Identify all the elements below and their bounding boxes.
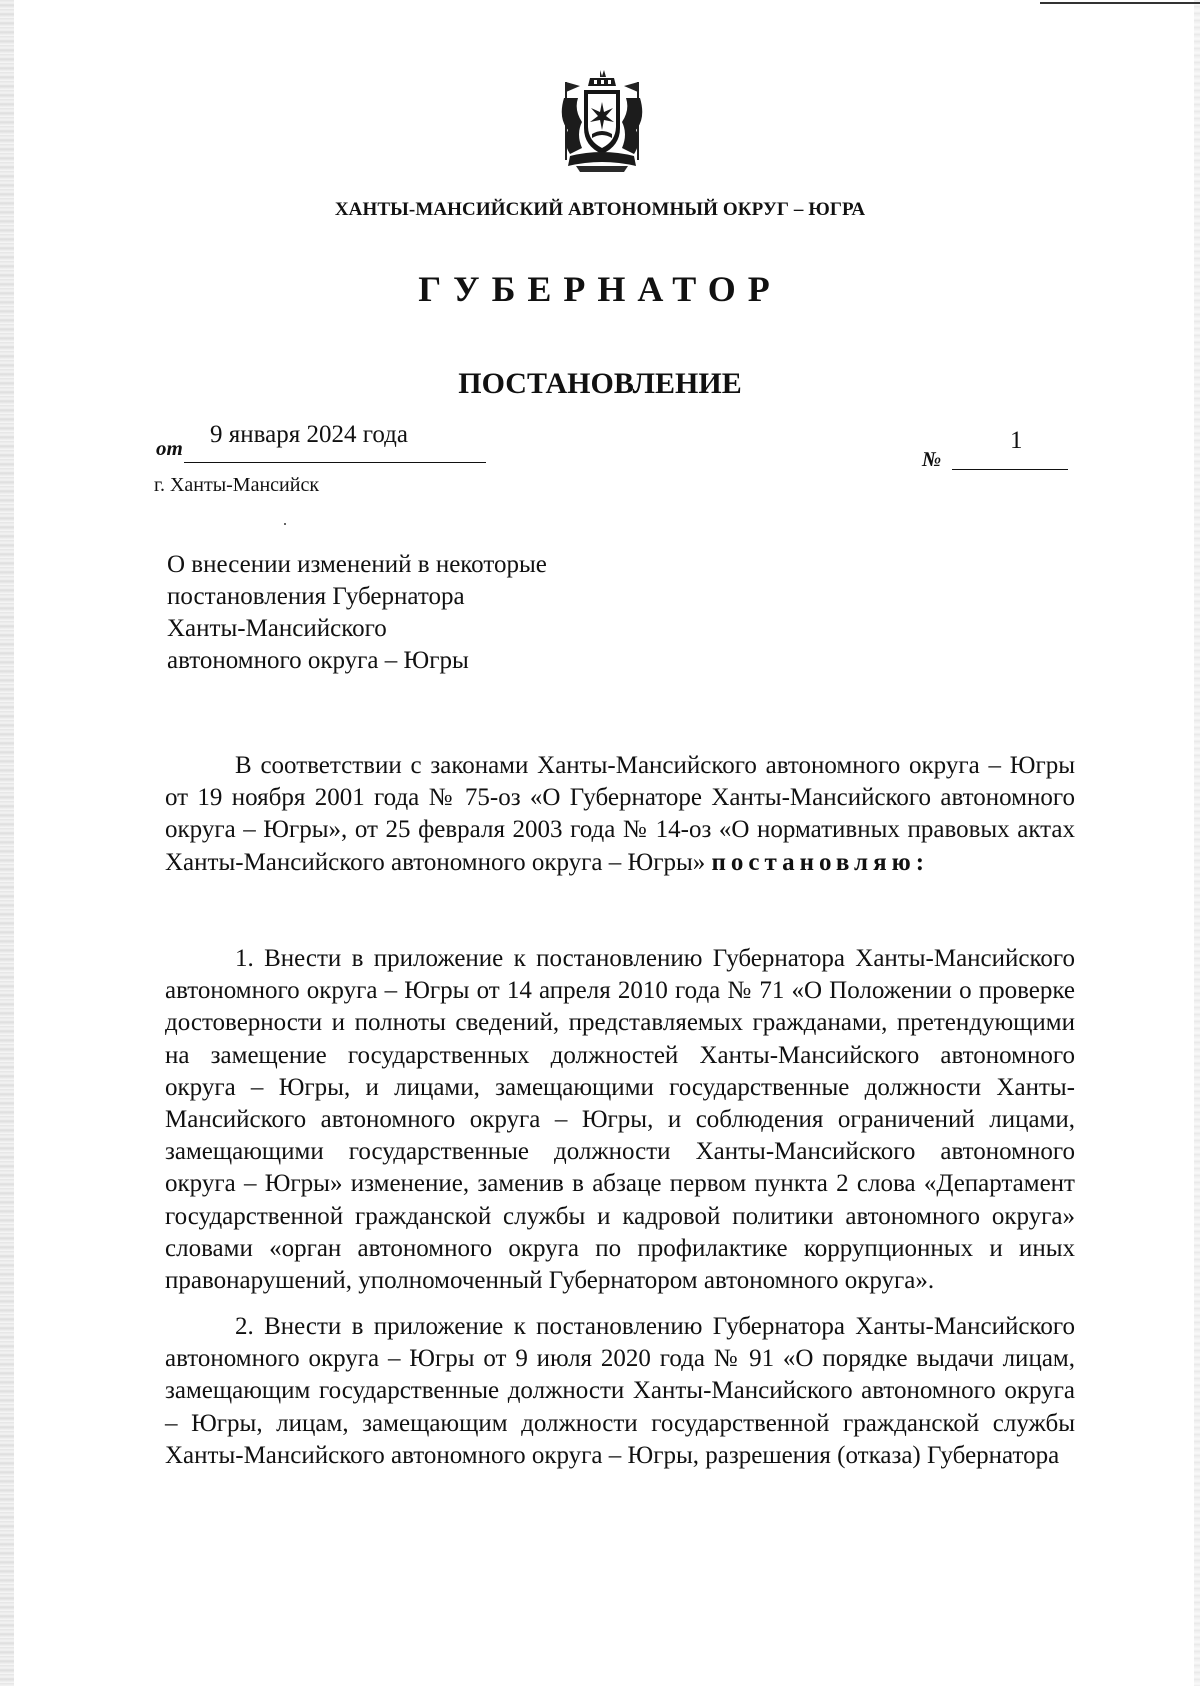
number-prefix-label: № [922, 447, 942, 471]
document-date: 9 января 2024 года [210, 421, 408, 448]
top-scan-line [1040, 2, 1200, 4]
scan-left-edge [0, 0, 14, 1686]
number-underline [952, 469, 1068, 470]
decree-word: постановляю: [711, 848, 930, 876]
city-label: г. Ханты-Мансийск [154, 474, 320, 496]
authority-heading: ГУБЕРНАТОР [418, 269, 782, 309]
date-underline [184, 462, 486, 463]
document-title [167, 549, 687, 677]
title-line: автономного округа – Югры [167, 647, 469, 674]
coat-of-arms-icon [556, 68, 648, 174]
region-heading: ХАНТЫ-МАНСИЙСКИЙ АВТОНОМНЫЙ ОКРУГ – ЮГРА [334, 199, 866, 220]
title-line: Ханты-Мансийского [167, 615, 387, 642]
title-line: О внесении изменений в некоторые [167, 551, 547, 578]
title-line: постановления Губернатора [167, 583, 465, 610]
clause-2-paragraph: 2. Внести в приложение к постановлению Губернатора Ханты-Мансийского автономного округа – Югры от 9 июля 2020 года № 91 «О порядке выдачи лицам, замещающим государственные должности Ханты-Мансийского автономного округа – Югры, лицам, замещающим должности государственной гражданской службы Ханты-Мансийского автономного округа – Югры, разрешения (отказа) Губернатора [165, 1313, 1075, 1469]
document-number: 1 [1010, 427, 1023, 454]
preamble-text: В соответствии с законами Ханты-Мансийского автономного округа – Югры от 19 ноября 2001 года № 75-оз «О Губернаторе Ханты-Мансийского автономного округа – Югры», от 25 февраля 2003 года № 14-оз «О нормативных правовых актах Ханты-Мансийского автономного округа – Югры» [165, 752, 1075, 876]
scan-right-edge [1194, 0, 1200, 1686]
scan-speck [284, 523, 286, 525]
preamble-paragraph [165, 750, 1075, 879]
document-type-heading: ПОСТАНОВЛЕНИЕ [458, 367, 742, 400]
date-prefix-label: от [156, 436, 183, 460]
clause-1-paragraph: 1. Внести в приложение к постановлению Губернатора Ханты-Мансийского автономного округа – Югры от 14 апреля 2010 года № 71 «О Положении о проверке достоверности и полноты сведений, представляемых гражданами, претендующими на замещение государственных должностей Ханты-Мансийского автономного округа – Югры, и лицами, замещающими государственные должности Ханты-Мансийского автономного округа – Югры, и соблюдения ограничений лицами, замещающими государственные должности Ханты-Мансийского автономного округа – Югры» изменение, заменив в абзаце первом пункта 2 слова «Департамент государственной гражданской службы и кадровой политики автономного округа» словами «орган автономного округа по профилактике коррупционных и иных правонарушений, уполномоченный Губернатором автономного округа». [165, 945, 1075, 1295]
